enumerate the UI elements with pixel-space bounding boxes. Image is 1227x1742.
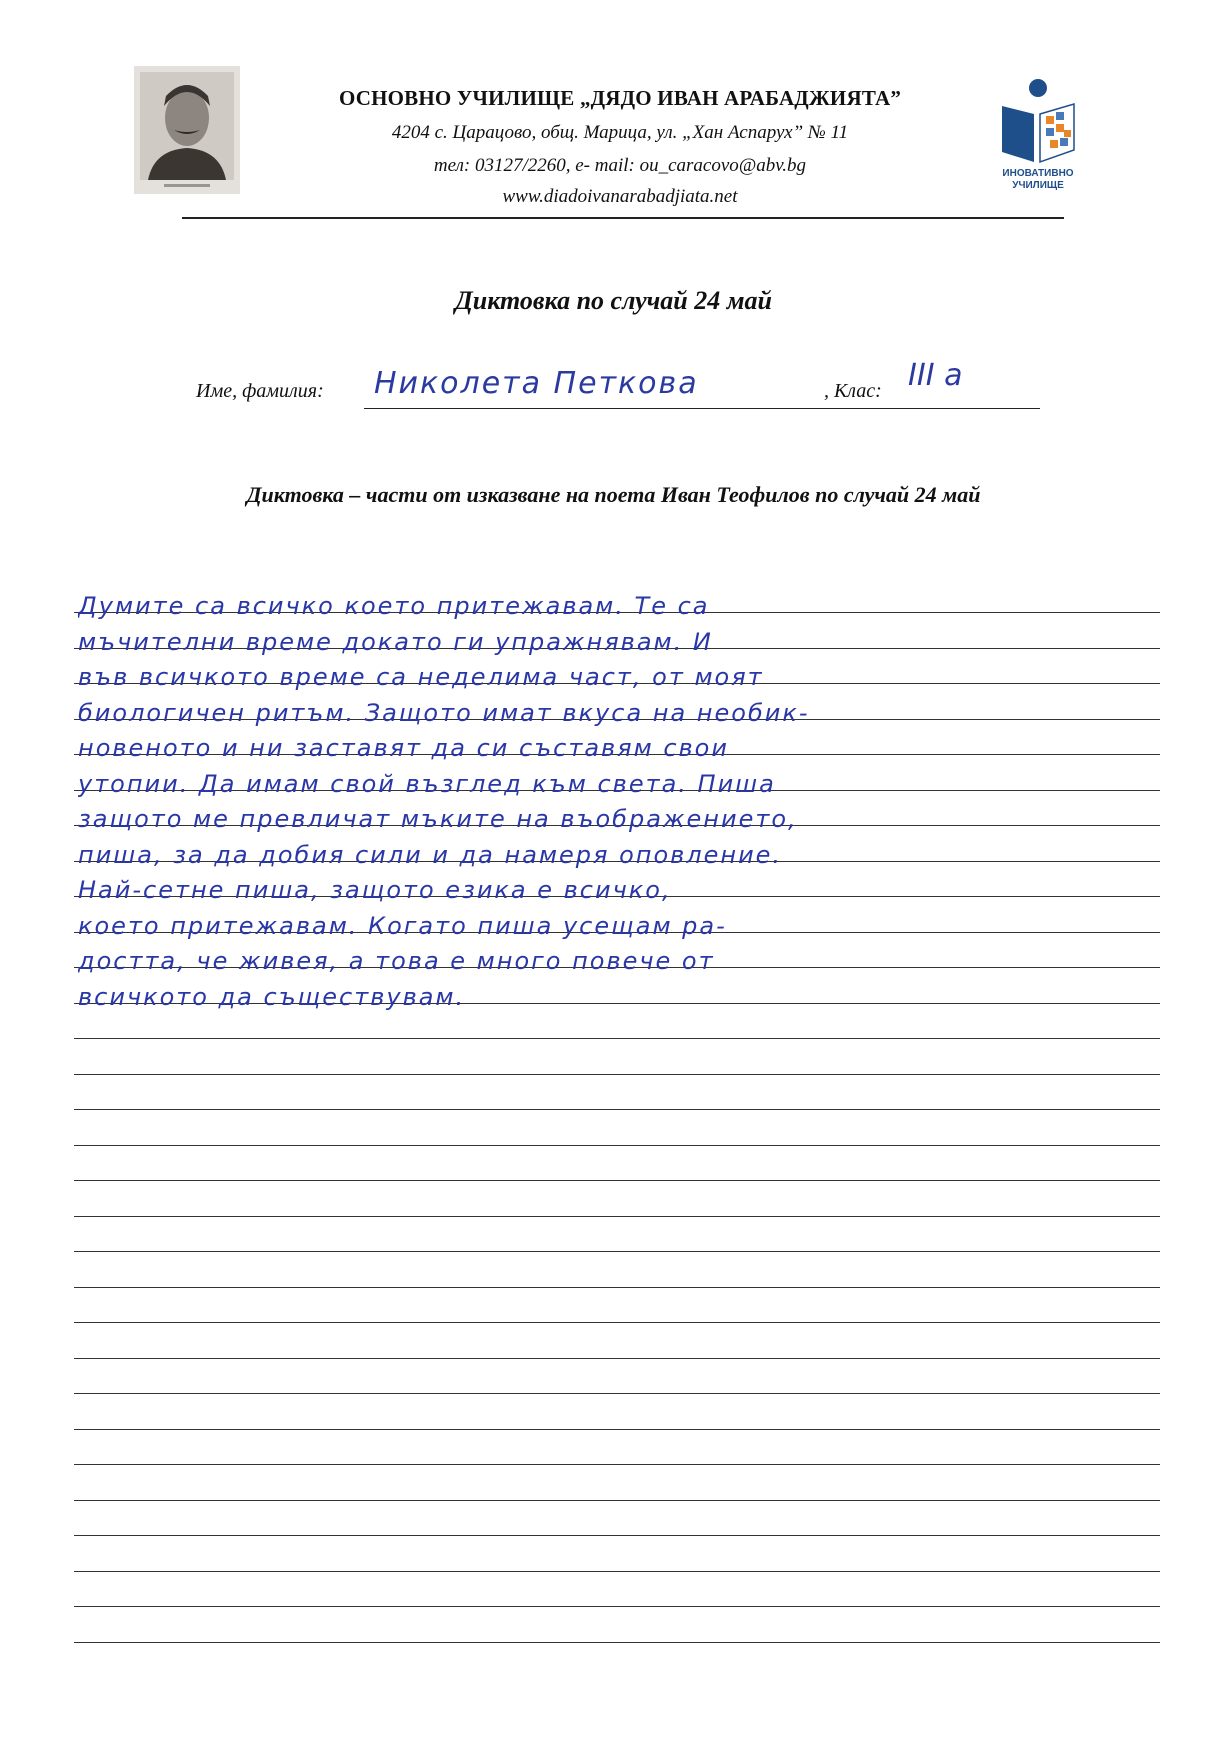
document-title: Диктовка по случай 24 май (454, 286, 772, 315)
ruled-line (74, 1074, 1160, 1075)
logo-caption-line-2: УЧИЛИЩЕ (1012, 180, 1064, 191)
logo-caption-line-1: ИНОВАТИВНО (1002, 168, 1074, 179)
school-address: 4204 с. Царацово, общ. Марица, ул. „Хан Аспарух” № 11 (391, 122, 849, 143)
ruled-line (74, 1571, 1160, 1572)
class-label: , Клас: (824, 380, 882, 402)
name-field[interactable]: Николета Петкова (374, 366, 699, 401)
ruled-line (74, 1180, 1160, 1181)
handwriting-line: Думите са всичко което притежавам. Те са (78, 592, 710, 620)
ruled-line (74, 1606, 1160, 1607)
ruled-line (74, 1642, 1160, 1643)
ruled-line (74, 1322, 1160, 1323)
ruled-line (74, 1464, 1160, 1465)
class-underline (906, 408, 1040, 409)
ruled-line (74, 1500, 1160, 1501)
ruled-line (74, 1251, 1160, 1252)
handwriting-line: във всичкото време са неделима част, от моят (78, 663, 764, 691)
handwriting-line: което притежавам. Когато пиша усещам ра- (78, 912, 727, 940)
ruled-line (74, 1145, 1160, 1146)
school-website: www.diadoivanarabadjiata.net (502, 186, 738, 207)
class-field[interactable]: III а (908, 358, 963, 393)
ruled-line (74, 1109, 1160, 1110)
handwriting-line: биологичен ритъм. Защото имат вкуса на необик- (78, 699, 810, 727)
ruled-line (74, 1393, 1160, 1394)
ruled-line (74, 1358, 1160, 1359)
name-label: Име, фамилия: (196, 380, 324, 402)
innovative-school-logo-icon (994, 78, 1082, 198)
ruled-line (74, 1287, 1160, 1288)
handwriting-line: достта, че живея, а това е много повече от (78, 947, 715, 975)
school-contact: тел: 03127/2260, e- mail: ou_caracovo@abv.bg (433, 155, 807, 176)
ruled-line (74, 1535, 1160, 1536)
handwriting-line: пиша, за да добия сили и да намеря оповление. (78, 841, 783, 869)
handwriting-line: защото ме превличат мъките на въображението, (78, 805, 798, 833)
handwriting-line: Най-сетне пиша, защото езика е всичко, (78, 876, 672, 904)
handwriting-line: мъчителни време докато ги упражнявам. И (78, 628, 713, 656)
dictation-subtitle: Диктовка – части от изказване на поета Иван Теофилов по случай 24 май (246, 482, 981, 507)
handwriting-line: утопии. Да имам свой възглед към света. Пиша (78, 770, 776, 798)
ruled-line (74, 1038, 1160, 1039)
handwriting-line: всичкото да съществувам. (78, 983, 466, 1011)
ruled-line (74, 1429, 1160, 1430)
school-name: ОСНОВНО УЧИЛИЩЕ „ДЯДО ИВАН АРАБАДЖИЯТА” (338, 86, 902, 110)
handwriting-line: новеното и ни заставят да си съставям свои (78, 734, 729, 762)
ruled-line (74, 1216, 1160, 1217)
student-info-row (196, 358, 1056, 412)
header-divider (182, 217, 1064, 219)
